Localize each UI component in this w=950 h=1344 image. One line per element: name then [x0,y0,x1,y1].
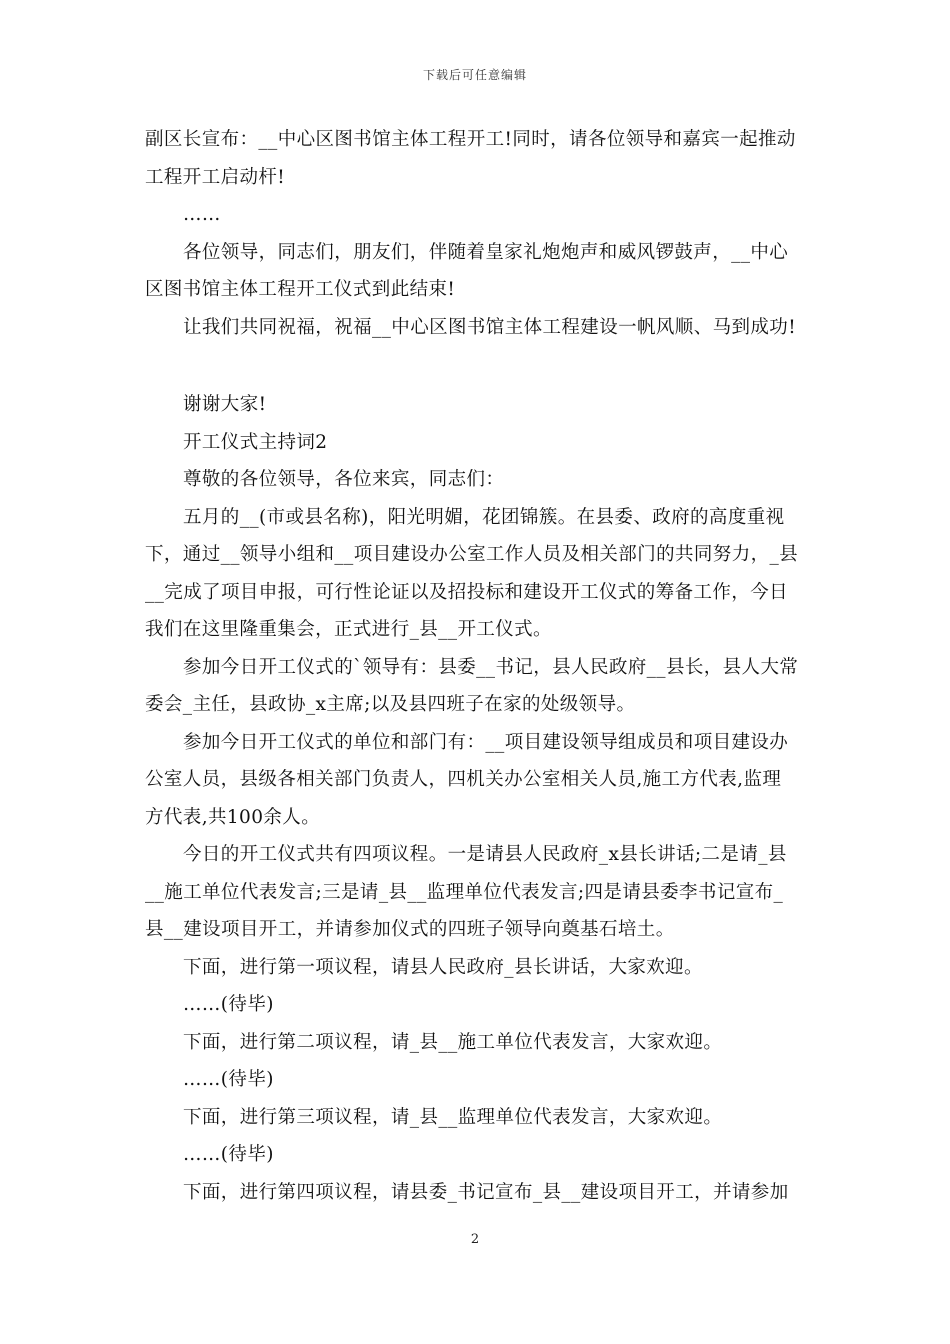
body-line: ……(待毕) [183,1069,274,1090]
body-line: 县__建设项目开工，并请参加仪式的四班子领导向奠基石培土。 [145,919,675,940]
body-line: 五月的__(市或县名称)，阳光明媚，花团锦簇。在县委、政府的高度重视 [183,506,785,528]
page-number: 2 [470,1232,480,1247]
body-line: 参加今日开工仪式的`领导有：县委__书记，县人民政府__县长，县人大常 [183,656,799,678]
body-line: 方代表,共100余人。 [145,806,321,828]
body-line: 副区长宣布：__中心区图书馆主体工程开工!同时，请各位领导和嘉宾一起推动 [145,129,796,150]
body-line: 下面，进行第四项议程，请县委_书记宣布_县__建设项目开工，并请参加 [183,1181,789,1203]
body-line: 下面，进行第一项议程，请县人民政府_县长讲话，大家欢迎。 [183,956,703,978]
body-line: 区图书馆主体工程开工仪式到此结束! [145,279,456,300]
body-line: ……(待毕) [183,994,274,1015]
body-line: 工程开工启动杆! [145,166,286,188]
paragraph-gap [145,346,807,386]
body-line: __施工单位代表发言;三是请_县__监理单位代表发言;四是请县委李书记宣布_ [145,881,784,903]
body-line: 尊敬的各位领导，各位来宾，同志们： [183,469,505,490]
body-line: __完成了项目申报，可行性论证以及招投标和建设开工仪式的筹备工作，今日 [145,581,789,603]
body-line: 今日的开工仪式共有四项议程。一是请县人民政府_x县长讲话;二是请_县 [183,844,787,865]
body-line: …… [183,204,221,225]
body-line: 下面，进行第二项议程，请_县__施工单位代表发言，大家欢迎。 [183,1031,723,1053]
body-line: 下面，进行第三项议程，请_县__监理单位代表发言，大家欢迎。 [183,1106,723,1128]
body-line: 委会_主任，县政协_x主席;以及县四班子在家的处级领导。 [145,694,636,715]
body-line: 参加今日开工仪式的单位和部门有：__项目建设领导组成员和项目建设办 [183,731,789,753]
body-line: 让我们共同祝福，祝福__中心区图书馆主体工程建设一帆风顺、马到成功! [183,316,797,338]
body-line: ……(待毕) [183,1144,274,1165]
body-line: 谢谢大家! [183,394,267,415]
header-note: 下载后可任意编辑 [422,68,527,82]
section-heading: 开工仪式主持词2 [183,431,328,453]
body-line: 我们在这里隆重集会，正式进行_县__开工仪式。 [145,619,552,640]
body-line: 公室人员，县级各相关部门负责人，四机关办公室相关人员,施工方代表,监理 [145,769,782,790]
document-body [145,121,807,1211]
body-line: 下，通过__领导小组和__项目建设办公室工作人员及相关部门的共同努力，_县 [145,544,799,565]
body-line: 各位领导，同志们，朋友们，伴随着皇家礼炮炮声和威风锣鼓声，__中心 [183,241,789,263]
